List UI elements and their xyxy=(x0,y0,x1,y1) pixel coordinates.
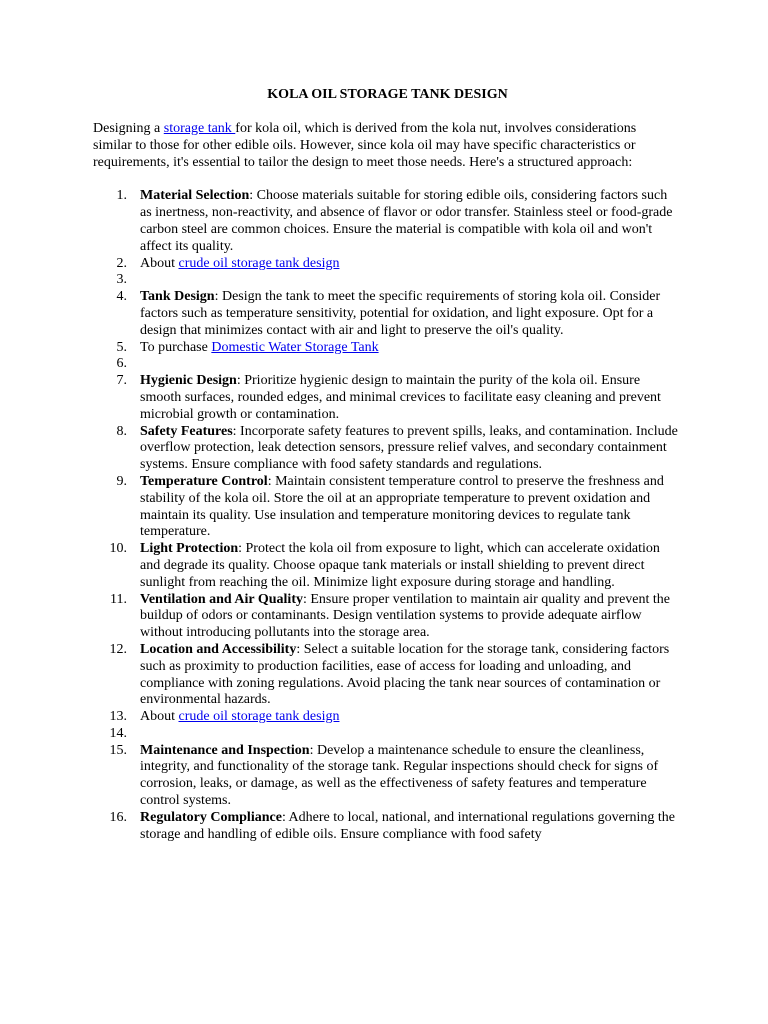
list-item-number: 14. xyxy=(109,725,127,741)
list-item-prefix: To purchase xyxy=(140,339,212,355)
list-item-prefix: About xyxy=(140,709,179,725)
list-item-text: : Develop a maintenance schedule to ensure the cleanliness, integrity, and functionality of the storage tank. Regular inspections should check for signs of corrosion, leaks, or damage, as well as the effectiveness of safety features and temperature control systems. xyxy=(140,742,659,809)
list-item xyxy=(93,356,678,373)
list-item-term: Light Protection xyxy=(140,541,239,557)
intro-text-after: for kola oil, which is derived from the kola nut, involves considerations similar to those for other edible oils. However, since kola oil may have specific characteristics or requirements, it's essential to tailor the design to meet those needs. Here's a structured approach: xyxy=(93,121,637,170)
list-item xyxy=(93,541,678,591)
list-item-number: 15. xyxy=(109,742,127,758)
list-item-link[interactable]: Domestic Water Storage Tank xyxy=(211,339,379,355)
list-item-text: : Ensure proper ventilation to maintain air quality and prevent the buildup of odors or contaminants. Design ventilation systems to provide adequate airflow without introducing pollutants into the storage area. xyxy=(140,591,670,641)
list-item xyxy=(93,726,678,743)
list-item-number: 10. xyxy=(109,541,127,557)
list-item-text: : Adhere to local, national, and international regulations governing the storage and handling of edible oils. Ensure compliance with food safety xyxy=(140,809,675,842)
list-item-term: Location and Accessibility xyxy=(140,641,297,657)
list-item-number: 6. xyxy=(116,356,127,372)
list-item-number: 5. xyxy=(116,339,127,355)
list-item-number: 13. xyxy=(109,709,127,725)
list-item xyxy=(93,373,678,423)
list-item xyxy=(93,474,678,541)
list-item-number: 11. xyxy=(110,591,127,607)
list-item-number: 9. xyxy=(116,473,127,489)
list-item-text: : Design the tank to meet the specific requirements of storing kola oil. Consider factors such as temperature sensitivity, potential for oxidation, and light exposure. Opt for a design that minimizes contact with air and light to preserve the oil's quality. xyxy=(140,289,661,338)
intro-paragraph xyxy=(93,121,678,171)
list-item xyxy=(93,642,678,709)
list-item xyxy=(93,289,678,339)
storage-tank-link[interactable]: storage tank xyxy=(163,121,236,136)
list-item-term: Ventilation and Air Quality xyxy=(140,591,303,607)
list-item xyxy=(93,424,678,474)
list-item xyxy=(93,709,678,726)
list-item-term: Regulatory Compliance xyxy=(140,809,282,825)
approach-list xyxy=(93,188,678,843)
list-item xyxy=(93,810,678,844)
list-item xyxy=(93,188,678,255)
document-page xyxy=(93,86,678,843)
list-item-number: 16. xyxy=(109,809,127,825)
list-item-number: 2. xyxy=(116,255,127,271)
list-item-number: 1. xyxy=(116,188,127,204)
list-item xyxy=(93,256,678,273)
list-item-number: 3. xyxy=(116,272,127,288)
list-item-term: Material Selection xyxy=(140,188,250,204)
list-item-text: : Protect the kola oil from exposure to light, which can accelerate oxidation and degrade its quality. Choose opaque tank materials or install shielding to prevent direct sunlight from reaching the oil. Minimize light exposure during storage and handling. xyxy=(140,541,660,590)
list-item-number: 12. xyxy=(109,641,127,657)
list-item-prefix: About xyxy=(140,255,179,271)
list-item-link[interactable]: crude oil storage tank design xyxy=(178,709,340,725)
list-item xyxy=(93,743,678,810)
list-item-text: : Select a suitable location for the storage tank, considering factors such as proximity to production facilities, ease of access for loading and unloading, and compliance with zoning regulations. Avoid placing the tank near sources of contamination or environmental hazards. xyxy=(140,641,670,708)
document-title: KOLA OIL STORAGE TANK DESIGN xyxy=(267,87,508,102)
list-item-term: Maintenance and Inspection xyxy=(140,742,310,758)
list-item xyxy=(93,592,678,642)
list-item-text: : Prioritize hygienic design to maintain the purity of the kola oil. Ensure smooth surfaces, rounded edges, and minimal crevices to facilitate easy cleaning and prevent microbial growth or contamination. xyxy=(140,373,661,422)
list-item-text: : Incorporate safety features to prevent spills, leaks, and contamination. Include overflow protection, leak detection sensors, pressure relief valves, and secondary containment systems. Ensure compliance with food safety standards and regulations. xyxy=(140,423,678,473)
list-item-number: 8. xyxy=(116,423,127,439)
list-item-term: Tank Design xyxy=(140,289,215,305)
intro-text-before: Designing a xyxy=(93,121,164,136)
list-item-number: 7. xyxy=(116,373,127,389)
list-item xyxy=(93,272,678,289)
list-item-term: Safety Features xyxy=(140,423,233,439)
list-item-text: : Choose materials suitable for storing edible oils, considering factors such as inertness, non-reactivity, and absence of flavor or odor transfer. Stainless steel or food-grade carbon steel are common choices. Ensure the material is compatible with kola oil and won't affect its quality. xyxy=(140,188,673,254)
list-item-number: 4. xyxy=(116,289,127,305)
list-item-text: : Maintain consistent temperature control to preserve the freshness and stability of the kola oil. Store the oil at an appropriate temperature to prevent oxidation and maintain its quality. Use insulation and temperature monitoring devices to regulate tank temperature. xyxy=(140,473,664,540)
list-item xyxy=(93,340,678,357)
list-item-term: Hygienic Design xyxy=(140,373,237,389)
list-item-term: Temperature Control xyxy=(140,473,268,489)
list-item-link[interactable]: crude oil storage tank design xyxy=(178,255,340,271)
